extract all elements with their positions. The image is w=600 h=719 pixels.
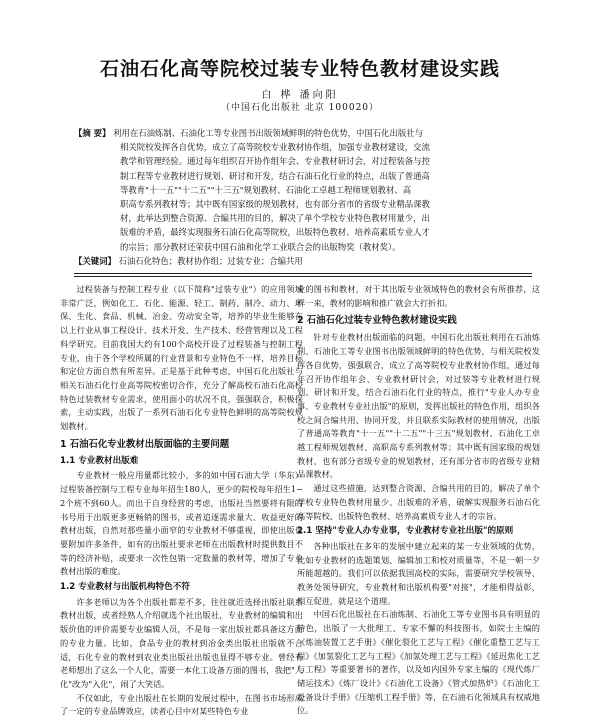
keywords-label: 【关键词】 (74, 255, 116, 266)
abstract-line: 职高专系列教材等；其中既有国家级的规划教材，也有部分省市的省级专业精品课教 (120, 198, 430, 209)
divider-rule (74, 273, 532, 274)
abstract-label: 【摘 要】 (74, 128, 111, 138)
subsection-heading: 1.1 专业教材出版难 (60, 455, 139, 466)
keywords-text: 石油石化特色；教材协作组；过装专业；合编共用 (118, 255, 303, 266)
abstract-line: 材，此举达到整合资源、合编共用的目的，解决了单个学校专业特色教材用量少，出 (120, 213, 430, 224)
body-paragraph: 业的图书和教材，对于其出版专业领域特色的教材会有所推荐，这样一来，教材的影响和推广就会大打折扣。 (297, 284, 540, 308)
body-paragraph: 专业教材一般应用量都比较小，多的如中国石油大学（华东）过程装备控制与工程专业每年招生180人，更少的院校每年招生1~2个班不到60人。而出于自身经营的考虑，出版社当然要将有限的书号用于出版更多更畅销的图书，或者追逐需求量大、收益更好的教材出版，自然对那些量小面窄的专业教材不够重视，即使出版也要附加许多条件，如有的出版社要求老师在出版教材时提供数目不等的经济补贴，或要求一次性包销一定数量的教材等，增加了专业教材出版的难度。 (60, 470, 303, 577)
body-column-right (297, 283, 540, 718)
affiliation: （中国石化出版社 北京 100020） (220, 103, 380, 113)
body-paragraph: 中国石化出版社在石油炼制、石油化工等专业图书具有明显的特色，出版了一大批理工、专家不懈的科技图书，如院士主编的《炼油装置工艺手册》《催化裂化工艺与工程》《催化重整工艺与工程》《加氢裂化工艺与工程》《加氢处理工艺与工程》《延迟焦化工艺与工程》等重要著书的著作，以及如内国外专家主编的《现代炼厂储运技术》《炼厂设计》《石油化工设备》《管式加热炉》《石油化工设备设计手册》《压缩机工程手册》等，在石油石化领域具有权威地位。 (297, 609, 540, 716)
body-paragraph: 过程装备与控制工程专业（以下简称"过装专业"）的应用领域非常广泛，例如化工、石化、能源、轻工、制药、制冷、动力、环保、生化、食品、机械、冶金、劳动安全等，培养的毕业生能够在以上行业从事工程设计、技术开发、生产技术、经营管理以及工程科学研究。目前我国大约有100个高校开设了过程装备与控制工程专业，由于各个学校所属的行业背景和专业特色不一样，培养目标和定位方面自然有所差异。正是基于此种考虑，中国石化出版社与相关石油石化行业高等院校密切合作，充分了解高校石油石化高校特色过装教材专业需求，使用面小的状况不良，强强联合，积极探索，主动实践，出版了一系列石油石化专业特色鲜明的高等院校规划教材。 (60, 284, 303, 432)
subsection-heading: 2.1 坚持"专业人办专业事，专业教材专业社出版"的原则 (297, 526, 514, 537)
body-paragraph: 许多老师以为各个出版社都差不多，往往就近选择出版社联系教材出版，或者经熟人介绍就选个社出版社，专业教材的编辑和出版价值的评价需要专业编辑人员，不是每一家出版社都具备这方面的专业力量。比如，食品专业的教材到冶金类出版社出版就不合适，石化专业的教材到农业类出版社出版也显得不够专业。曾经有老师想出了这么一个人化，需要一本化工设备方面的图书，我把"人化"改为"入化"，闹了大笑话。 (60, 596, 303, 689)
abstract-line: 教学和管理经验。通过每年组织召开协作组年会、专业教材研讨会，对过程装备与控 (120, 156, 430, 167)
body-paragraph: 不仅如此，专业出版社在长期的发展过程中，在图书市场形成了一定的专业品牌效应，读者心目中对某些特色专业 (60, 692, 303, 717)
abstract-block (74, 126, 532, 268)
body-paragraph: 针对专业教材出版面临的问题，中国石化出版社利用在石油炼制、石油化工等专业图书出版领域鲜明的特色优势，与相关院校发挥各自优势，强强联合，成立了高等院校专业教材协作组，通过每年召开协作组年会、专业教材研讨会，对过装等专业教材进行规划、研讨和开发，结合石油石化行业的特点，推行"专业人办专业事、专业教材专业社出版"的原则，发挥出版社的特色作用，组织各校之间合编共用、协同开发，并且联系实际教材的使用情况，出版了普通高等教育"十一五""十二五""十三五"规划教材、石油化工卓越工程师规划教材、高职高专系列教材等；其中既有国家级的规划教材，也有部分省级专业的规划教材，还有部分省市的省级专业精品课教材。 (297, 332, 540, 480)
section-heading: 1 石油石化专业教材出版面临的主要问题 (60, 438, 230, 450)
abstract-line: 相关院校发挥各自优势，成立了高等院校专业教材协作组，加强专业教材建设，交流 (120, 142, 430, 153)
abstract-line: 版难的矛盾，最终实现服务石油石化高等院校，出版特色教材、培养高素质专业人才 (120, 227, 430, 238)
body-paragraph: 通过这些措施，达到整合资源、合编共用的目的，解决了单个学校专业特色教材用量少、出版难的矛盾，破解实现服务石油石化高等院校、出版特色教材、培养高素质专业人才的宗旨。 (297, 483, 540, 521)
abstract-line: 等教育"十一五""十二五""十三五"规划教材、石油化工卓越工程师规划教材、高 (120, 184, 412, 195)
subsection-heading: 1.2 专业教材与出版机构特色不符 (60, 582, 190, 593)
authors: 白 桦 潘向阳 (261, 90, 339, 101)
abstract-line: 制工程等专业教材进行规划、研讨和开发，结合石油石化行业的特点，出版了普通高 (120, 170, 430, 181)
paper-title: 石油石化高等院校过装专业特色教材建设实践 (99, 58, 500, 80)
abstract-text: 利用在石油炼制、石油化工等专业图书出版领域鲜明的特色优势，中国石化出版社与 (113, 128, 423, 138)
section-heading: 2 石油石化过装专业特色教材建设实践 (297, 315, 457, 327)
body-column-left (60, 283, 303, 719)
divider-rule (74, 276, 532, 277)
abstract-line (74, 126, 532, 140)
keywords-line (74, 254, 532, 268)
abstract-line: 的宗旨；部分教材还荣获中国石油和化学工业联合会的出版物奖（教材奖）。 (120, 241, 401, 252)
body-paragraph: 各种出版社在多年的发展中建立起来的某一专业领域的优势，比如专业教材的选题策划、编辑加工和校对质量等，不是一朝一夕所能超越的。我们可以依据我国高校的实际，需要研究学校领导、教务处领导研究，专业教材和出版机构要"对接"，才能相得益彰，相互促进，就是这个道理。 (297, 540, 540, 606)
